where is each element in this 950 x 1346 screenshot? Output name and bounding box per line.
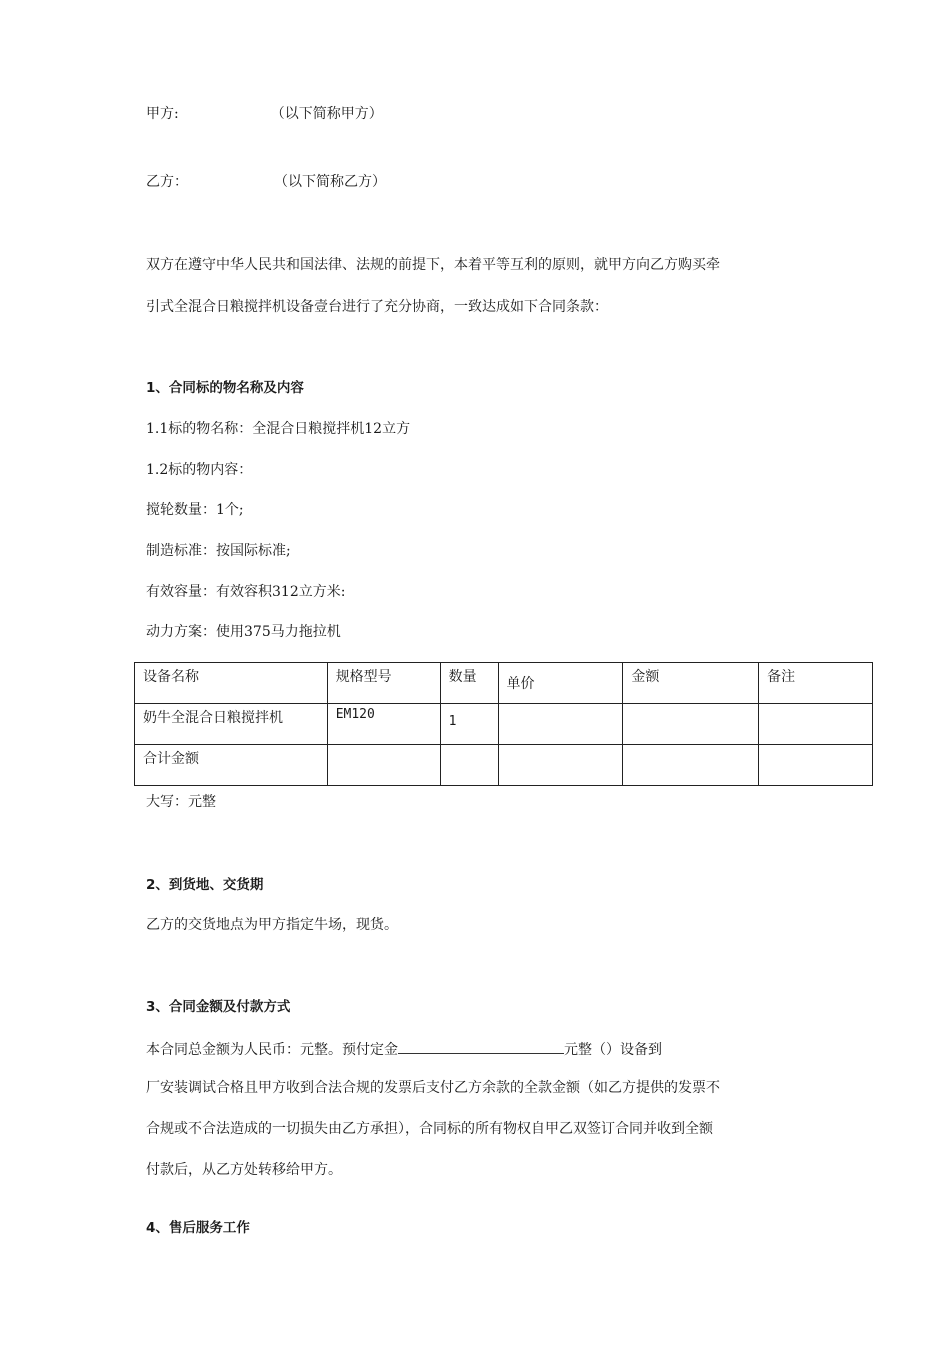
table-header-cell: 设备名称 xyxy=(135,663,328,704)
party-b-label: 乙方： xyxy=(146,174,188,190)
party-a-note: （以下简称甲方） xyxy=(270,106,383,122)
party-a-label: 甲方: xyxy=(146,106,179,122)
section1-item: 搅轮数量：1个; xyxy=(146,502,244,518)
section1-item: 1.2标的物内容： xyxy=(146,462,253,478)
section1-item: 制造标准：按国际标准; xyxy=(146,543,291,559)
section4-heading: 4、售后服务工作 xyxy=(146,1220,250,1236)
table-cell xyxy=(759,745,873,786)
section3-line-4: 付款后，从乙方处转移给甲方。 xyxy=(146,1162,342,1178)
section3-line-1-part-b: 元整（）设备到 xyxy=(564,1042,662,1058)
section3-line-1 xyxy=(146,1038,662,1060)
section2-heading: 2、到货地、交货期 xyxy=(146,877,264,893)
table-cell xyxy=(440,745,498,786)
equipment-table xyxy=(134,662,873,786)
table-cell xyxy=(498,745,623,786)
table-cell xyxy=(623,745,759,786)
table-row xyxy=(135,704,873,745)
intro-line-1: 双方在遵守中华人民共和国法律、法规的前提下，本着平等互利的原则，就甲方向乙方购买牵 xyxy=(146,257,720,273)
intro-line-2: 引式全混合日粮搅拌机设备壹台进行了充分协商，一致达成如下合同条款： xyxy=(146,299,608,315)
table-cell xyxy=(498,704,623,745)
table-header-cell: 数量 xyxy=(440,663,498,704)
table-header-cell: 金额 xyxy=(623,663,759,704)
table-cell xyxy=(623,704,759,745)
section1-item: 有效容量：有效容积312立方米: xyxy=(146,584,346,600)
amount-in-words: 大写：元整 xyxy=(146,794,216,810)
table-cell: 奶牛全混合日粮搅拌机 xyxy=(135,704,328,745)
section1-item: 动力方案：使用375马力拖拉机 xyxy=(146,624,341,640)
party-b-line xyxy=(146,172,386,192)
party-b-note: （以下简称乙方） xyxy=(274,174,386,190)
table-cell xyxy=(759,704,873,745)
table-header-cell: 单价 xyxy=(498,663,623,704)
deposit-blank xyxy=(398,1038,564,1054)
table-header-cell: 规格型号 xyxy=(327,663,440,704)
table-header-row xyxy=(135,663,873,704)
party-a-line xyxy=(146,104,383,124)
section3-line-3: 合规或不合法造成的一切损失由乙方承担），合同标的所有物权自甲乙双签订合同并收到全额 xyxy=(146,1121,713,1137)
table-cell: EM120 xyxy=(327,704,440,745)
table-header-cell: 备注 xyxy=(759,663,873,704)
table-cell xyxy=(327,745,440,786)
section1-heading: 1、合同标的物名称及内容 xyxy=(146,380,304,396)
section3-heading: 3、合同金额及付款方式 xyxy=(146,999,291,1015)
section3-line-1-part-a: 本合同总金额为人民币：元整。预付定金 xyxy=(146,1042,398,1058)
section3-line-2: 厂安装调试合格且甲方收到合法合规的发票后支付乙方余款的全款金额（如乙方提供的发票不 xyxy=(146,1080,720,1096)
section1-item: 1.1标的物名称：全混合日粮搅拌机12立方 xyxy=(146,421,411,437)
section2-text: 乙方的交货地点为甲方指定牛场，现货。 xyxy=(146,917,398,933)
table-cell: 1 xyxy=(440,704,498,745)
table-row xyxy=(135,745,873,786)
table-cell: 合计金额 xyxy=(135,745,328,786)
